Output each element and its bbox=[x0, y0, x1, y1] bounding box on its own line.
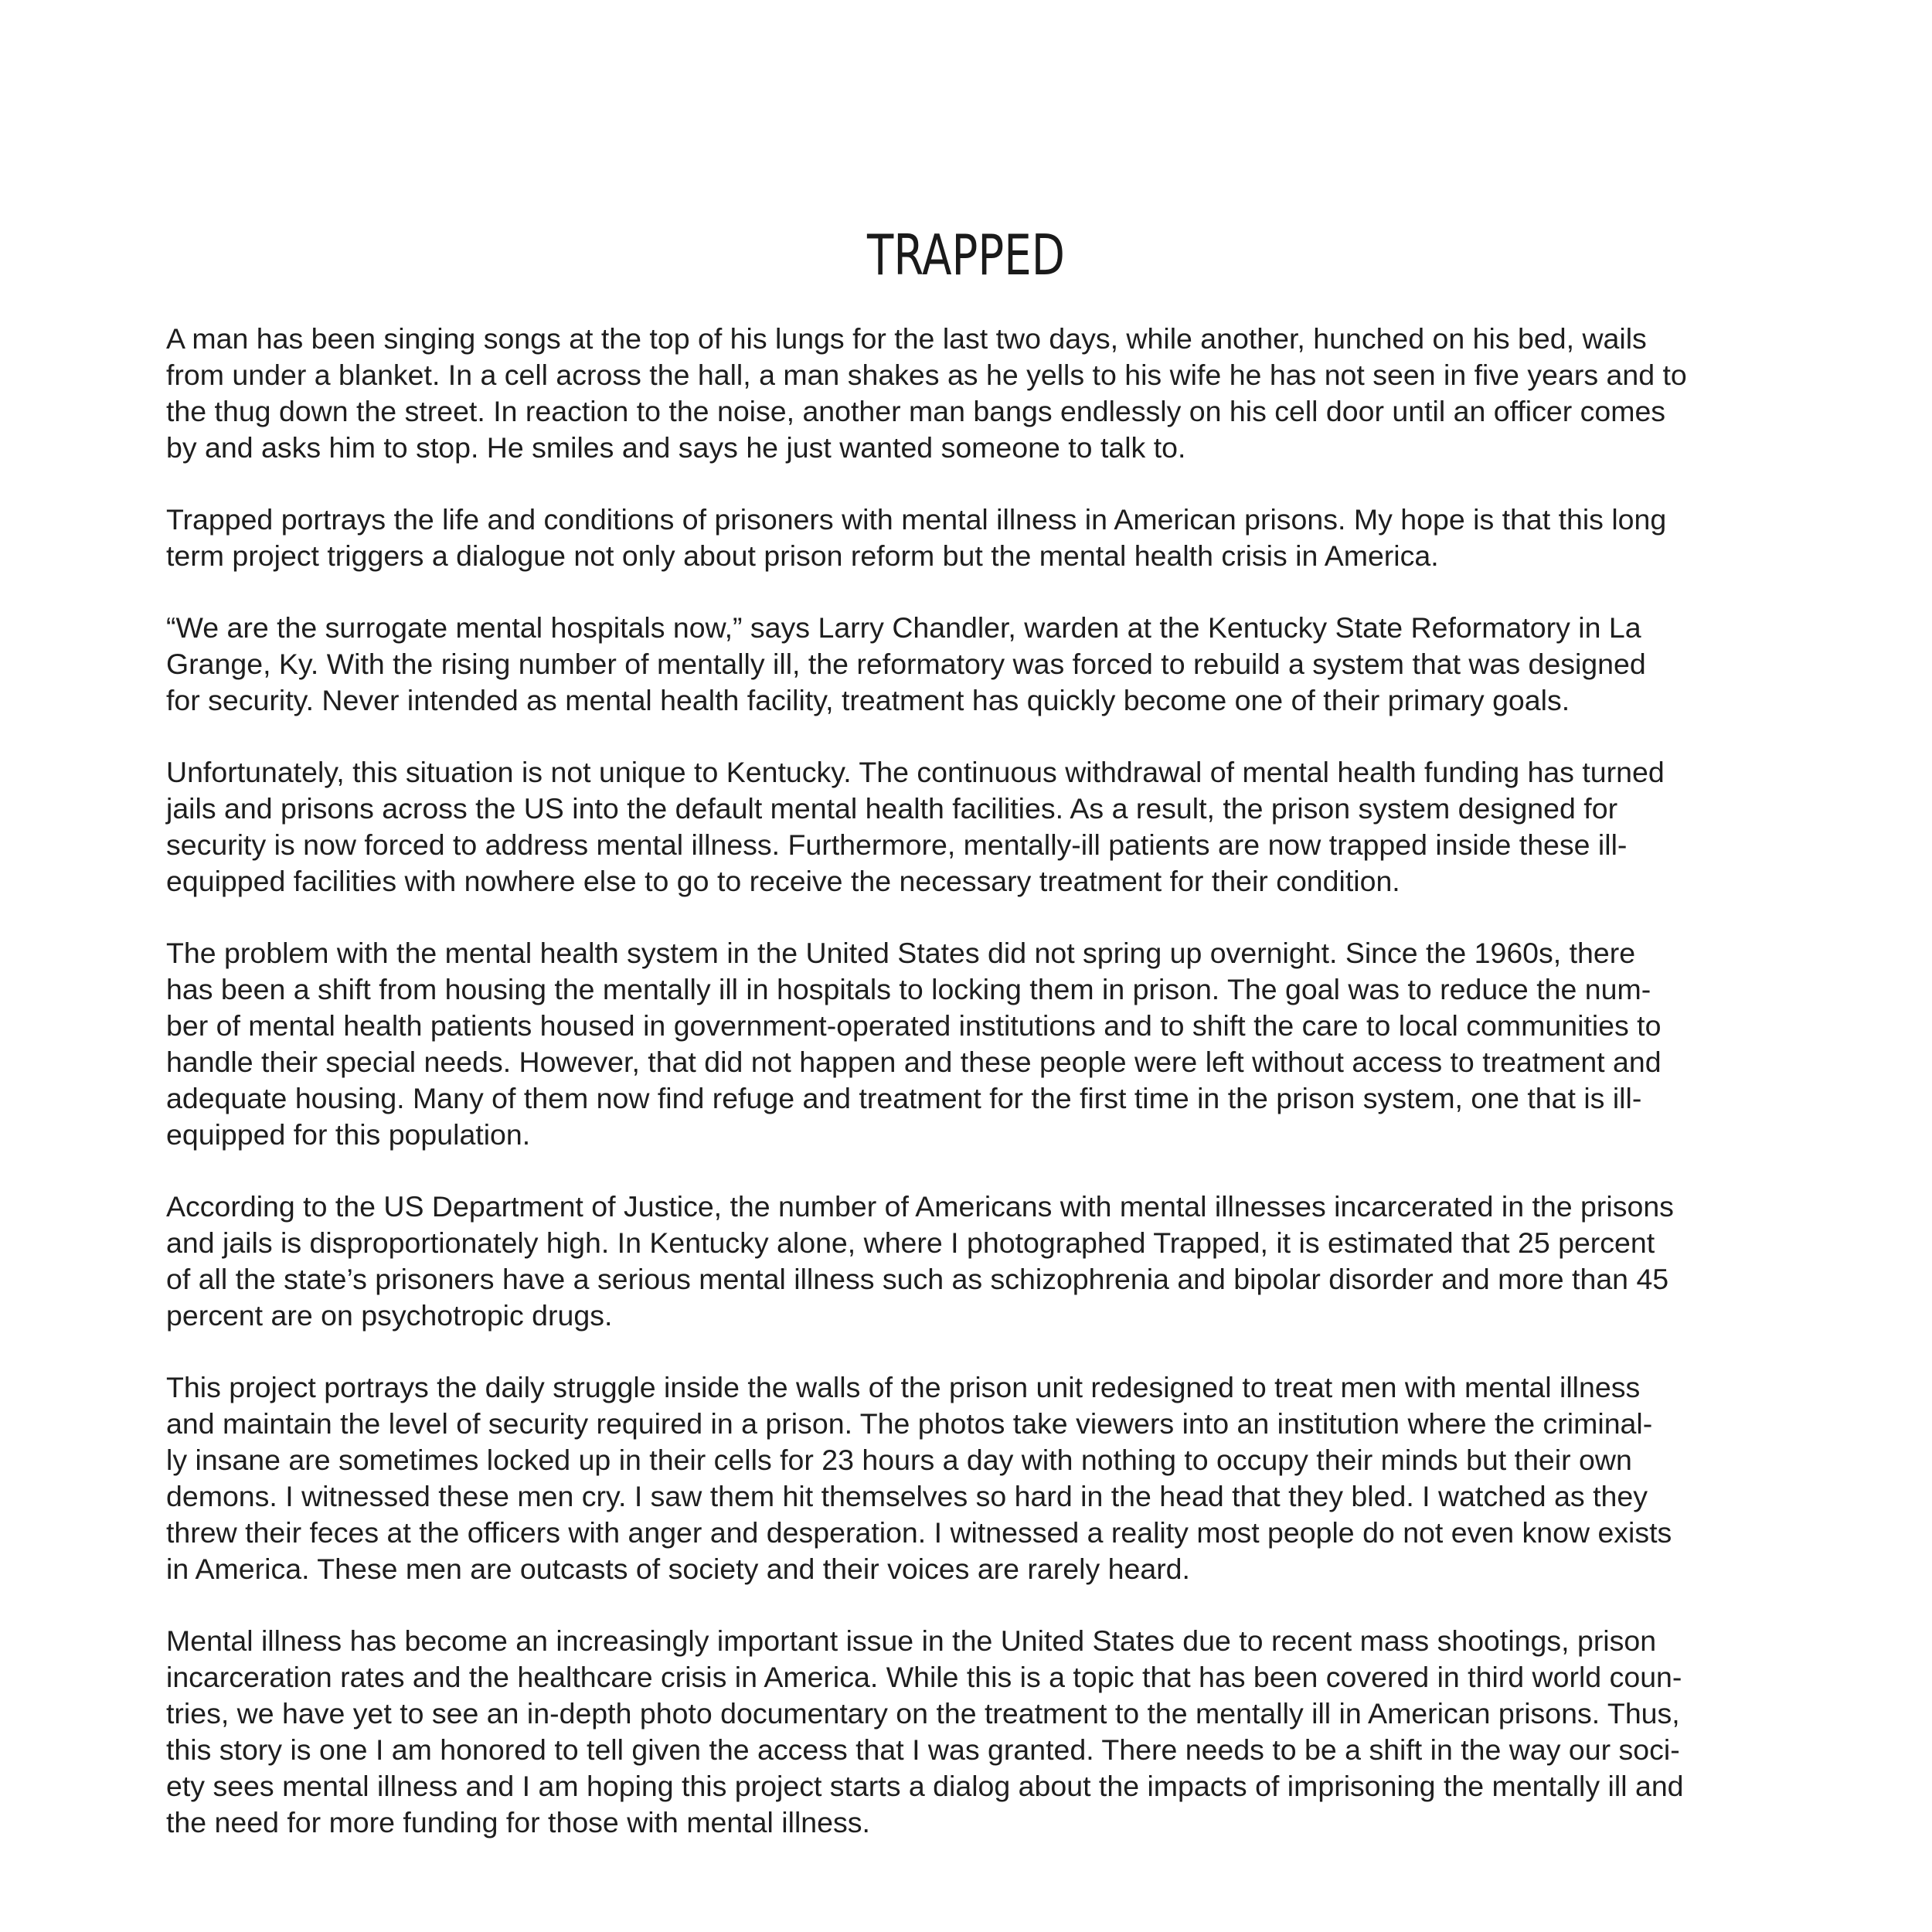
paragraph-3: “We are the surrogate mental hospitals now,” says Larry Chandler, warden at the Kentucky State Reformatory in La Grange, Ky. With the rising number of mentally ill, the reformatory was forced to rebuild a system that was designed for security. Never intended as mental health facility, treatment has quickly become one of their primary goals. bbox=[166, 611, 1646, 716]
paragraph-7: This project portrays the daily struggle inside the walls of the prison unit redesigned to treat men with mental illness and maintain the level of security required in a prison. The photos take viewers into an institution where the criminal- ly insane are sometimes locked up in their cells for 23 hours a day with nothing to occupy their minds but their own demons. I witnessed these men cry. I saw them hit themselves so hard in the head that they bled. I watched as they threw their feces at the officers with anger and desperation. I witnessed a reality most people do not even know exists in America. These men are outcasts of society and their voices are rarely heard. bbox=[166, 1371, 1672, 1585]
paragraph-4: Unfortunately, this situation is not unique to Kentucky. The continuous withdrawal of mental health funding has turned jails and prisons across the US into the default mental health facilities. As a result, the prison system designed for security is now forced to address mental illness. Furthermore, mentally-ill patients are now trapped inside these ill- equipped facilities with nowhere else to go to receive the necessary treatment for their condition. bbox=[166, 756, 1665, 897]
paragraph-1: A man has been singing songs at the top of his lungs for the last two days, while another, hunched on his bed, wails from under a blanket. In a cell across the hall, a man shakes as he yells to his wife he has not seen in five years and to the thug down the street. In reaction to the noise, another man bangs endlessly on his cell door until an officer comes by and asks him to stop. He smiles and says he just wanted someone to talk to. bbox=[166, 322, 1687, 464]
document-title: TRAPPED bbox=[867, 223, 1065, 287]
document-body bbox=[166, 321, 1781, 1876]
paragraph-6: According to the US Department of Justice, the number of Americans with mental illnesses incarcerated in the prisons and jails is disproportionately high. In Kentucky alone, where I photographed Trapped, it is estimated that 25 percent of all the state’s prisoners have a serious mental illness such as schizophrenia and bipolar disorder and more than 45 percent are on psychotropic drugs. bbox=[166, 1190, 1674, 1332]
paragraph-5: The problem with the mental health system in the United States did not spring up overnight. Since the 1960s, there has been a shift from housing the mentally ill in hospitals to locking them in prison. The goal was to reduce the num- ber of mental health patients housed in government-operated institutions and to shift the care to local communities to handle their special needs. However, that did not happen and these people were left without access to treatment and adequate housing. Many of them now find refuge and treatment for the first time in the prison system, one that is ill- equipped for this population. bbox=[166, 937, 1662, 1151]
paragraph-2: Trapped portrays the life and conditions of prisoners with mental illness in American prisons. My hope is that this long term project triggers a dialogue not only about prison reform but the mental health crisis in America. bbox=[166, 503, 1667, 572]
paragraph-8: Mental illness has become an increasingly important issue in the United States due to recent mass shootings, prison incarceration rates and the healthcare crisis in America. While this is a topic that has been covered in third world coun- tries, we have yet to see an in-depth photo documentary on the treatment to the mentally ill in American prisons. Thus, this story is one I am honored to tell given the access that I was granted. There needs to be a shift in the way our soci- ety sees mental illness and I am hoping this project starts a dialog about the impacts of imprisoning the mentally ill and the need for more funding for those with mental illness. bbox=[166, 1624, 1684, 1838]
